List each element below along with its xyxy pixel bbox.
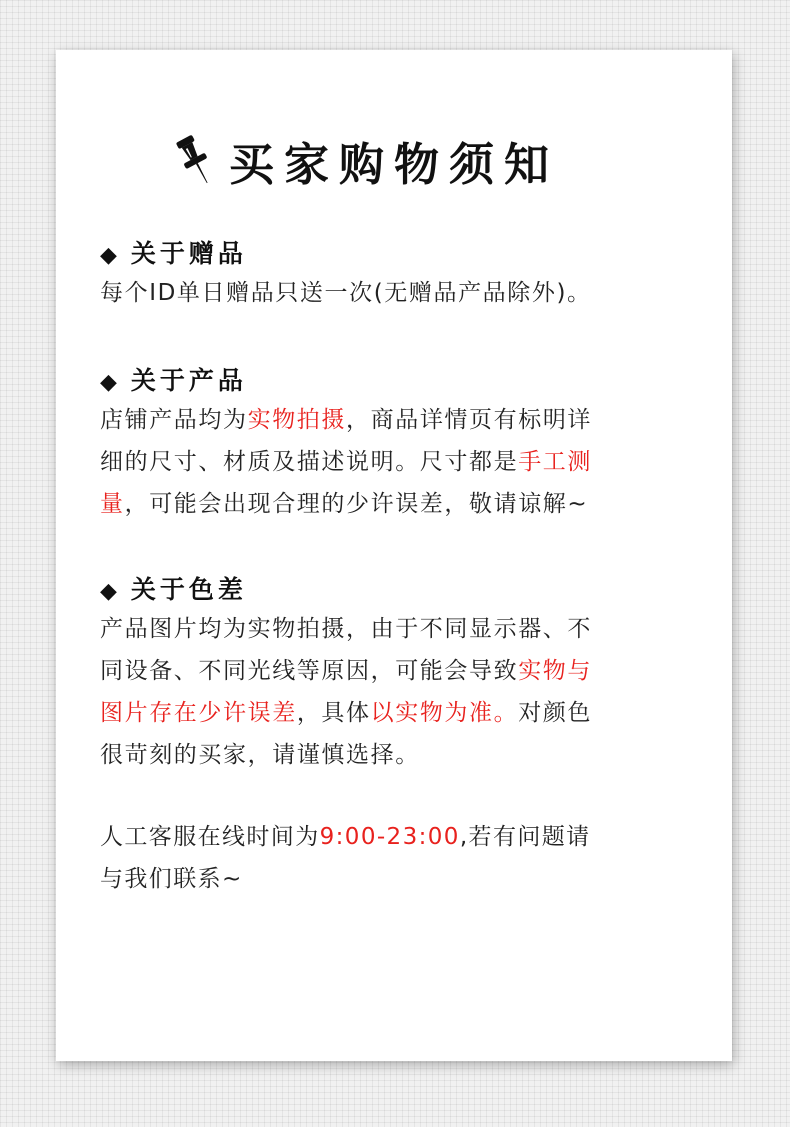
- highlight-text: 实物拍摄: [247, 407, 347, 433]
- body-text-segment: ，具体: [296, 700, 371, 726]
- body-text-segment: 对颜色: [518, 700, 593, 726]
- diamond-bullet-icon: ◆: [100, 579, 121, 604]
- body-line: [100, 608, 700, 650]
- body-text-segment: 同设备、不同光线等原因，可能会导致: [100, 658, 519, 684]
- body-line: [100, 816, 700, 858]
- body-line: [100, 858, 700, 900]
- body-text-segment: 店铺产品均为: [100, 407, 248, 433]
- highlight-text: 量: [100, 491, 125, 517]
- section-color-difference: [100, 572, 700, 776]
- page-title: 买家购物须知: [229, 138, 560, 191]
- section-body: [100, 608, 700, 776]
- section-body: [100, 272, 700, 314]
- section-heading-text: 关于赠品: [130, 239, 247, 268]
- section-heading: [100, 572, 700, 608]
- body-text-segment: 细的尺寸、材质及描述说明。尺寸都是: [100, 449, 519, 475]
- body-text-segment: ,若有问题请: [459, 824, 591, 850]
- body-text-segment: 产品图片均为实物拍摄，由于不同显示器、不: [100, 616, 592, 642]
- body-text-segment: 每个ID单日赠品只送一次(无赠品产品除外)。: [100, 280, 592, 306]
- highlight-text: 实物与: [518, 658, 593, 684]
- header: [56, 122, 732, 192]
- highlight-text: 图片存在少许误差: [100, 700, 297, 726]
- diamond-bullet-icon: ◆: [100, 243, 121, 268]
- highlight-text: 手工测: [518, 449, 593, 475]
- section-heading-text: 关于产品: [130, 366, 247, 395]
- highlight-text: 9:00-23:00: [319, 824, 460, 850]
- body-text-segment: 很苛刻的买家，请谨慎选择。: [100, 742, 420, 768]
- body-text-segment: 人工客服在线时间为: [100, 824, 320, 850]
- body-line: [100, 692, 700, 734]
- section-body: [100, 399, 700, 525]
- pushpin-icon: [173, 132, 217, 188]
- body-line: [100, 650, 700, 692]
- body-line: [100, 441, 700, 483]
- body-text-segment: ，商品详情页有标明详: [346, 407, 593, 433]
- body-line: [100, 272, 700, 314]
- highlight-text: 以实物为准。: [370, 700, 519, 726]
- body-line: [100, 399, 700, 441]
- section-gift: [100, 236, 700, 314]
- section-service-hours: [100, 816, 700, 900]
- body-line: [100, 734, 700, 776]
- section-heading: [100, 236, 700, 272]
- body-text-segment: ，可能会出现合理的少许误差，敬请谅解~: [124, 491, 589, 517]
- body-line: [100, 483, 700, 525]
- section-heading-text: 关于色差: [130, 575, 247, 604]
- notice-card: [56, 50, 732, 1061]
- section-body: [100, 816, 700, 900]
- diamond-bullet-icon: ◆: [100, 370, 121, 395]
- section-heading: [100, 363, 700, 399]
- body-text-segment: 与我们联系~: [100, 866, 243, 892]
- section-product: [100, 363, 700, 525]
